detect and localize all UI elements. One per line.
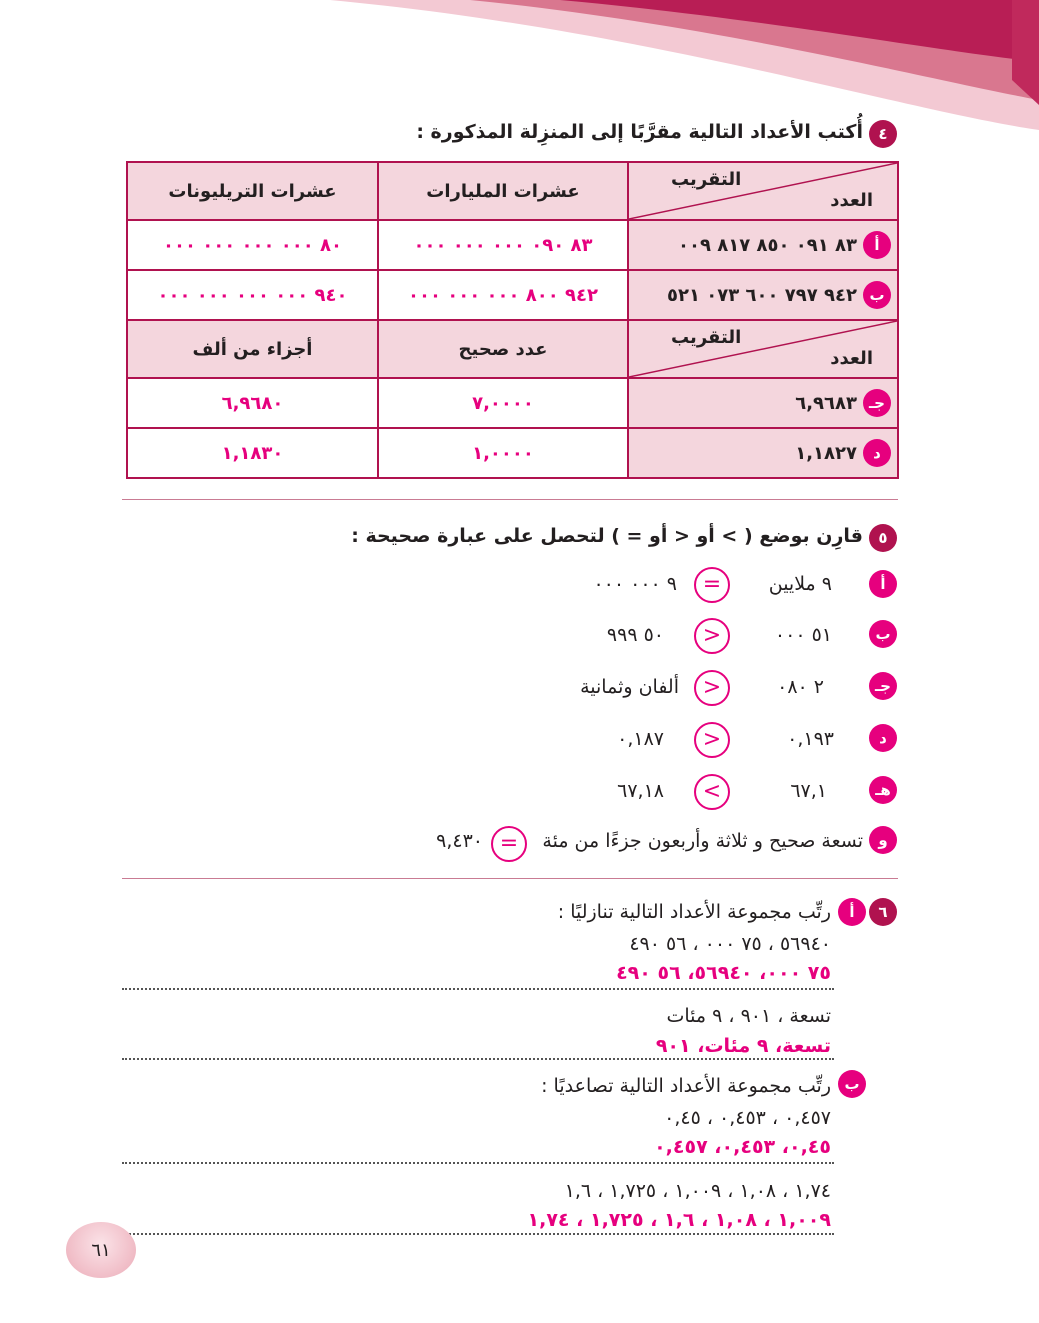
answer-cell: ٨٣ ٠٩٠ ٠٠٠ ٠٠٠ ٠٠٠	[378, 220, 628, 270]
row-number: ٨٣ ٠٩١ ٨٥٠ ٨١٧ ٠٠٩	[678, 234, 857, 256]
part-b-badge: ب	[838, 1070, 866, 1098]
number-set: ١,٧٤ ، ١,٠٨ ، ١,٠٠٩ ، ١,٧٢٥ ، ١,٦	[564, 1180, 831, 1202]
row-letter-badge: أ	[863, 231, 891, 259]
answer-cell: ٩٤٠ ٠٠٠ ٠٠٠ ٠٠٠ ٠٠٠	[127, 270, 378, 320]
number-set: ٠,٤٥٧ ، ٠,٤٥٣ ، ٠,٤٥	[664, 1107, 831, 1129]
answer-line: ٧٥ ٠٠٠، ٥٦٩٤٠، ٥٦ ٤٩٠	[616, 962, 831, 984]
item-letter-badge: أ	[869, 570, 897, 598]
item-letter-badge: جـ	[869, 672, 897, 700]
table-row-label	[628, 378, 898, 428]
question-6-badge: ٦	[869, 898, 897, 926]
answer-line: تسعة، ٩ مئات، ٩٠١	[655, 1035, 831, 1057]
column-header: عشرات التريليونات	[127, 162, 378, 220]
compare-value: ٩,٤٣٠	[436, 830, 483, 852]
corner-number-label: العدد	[830, 190, 873, 211]
column-header: عشرات المليارات	[378, 162, 628, 220]
answer-underline	[122, 1233, 834, 1235]
compare-left-value: ٩ ٠٠٠ ٠٠٠	[593, 573, 677, 595]
column-header: عدد صحيح	[378, 320, 628, 378]
item-letter-badge: و	[869, 826, 897, 854]
table-row-label	[628, 220, 898, 270]
item-letter-badge: هـ	[869, 776, 897, 804]
part-a-badge: أ	[838, 898, 866, 926]
answer-underline	[122, 1162, 834, 1164]
page-number: ٦١	[66, 1222, 136, 1278]
part-a-title: رتِّب مجموعة الأعداد التالية تنازليًا :	[557, 901, 831, 923]
compare-operator: >	[694, 722, 730, 758]
number-set: ٥٦٩٤٠ ، ٧٥ ٠٠٠ ، ٥٦ ٤٩٠	[629, 933, 831, 955]
section-divider	[122, 499, 898, 500]
item-letter-badge: ب	[869, 620, 897, 648]
answer-cell: ٦,٩٦٨٠	[127, 378, 378, 428]
answer-underline	[122, 1058, 834, 1060]
column-header: أجزاء من ألف	[127, 320, 378, 378]
compare-operator: =	[491, 826, 527, 862]
compare-left-value: ألفان وثمانية	[580, 676, 679, 698]
table-row-label	[628, 270, 898, 320]
row-number: ٩٤٢ ٧٩٧ ٦٠٠ ٠٧٣ ٥٢١	[667, 284, 857, 306]
question-4-title: أُكتب الأعداد التالية مقرَّبًا إلى المنزِلة المذكورة :	[416, 121, 863, 143]
compare-left-value: ٦٧,١٨	[617, 780, 664, 802]
compare-right-value: ٩ ملايين	[768, 573, 832, 595]
answer-underline	[122, 988, 834, 990]
compare-right-value: ٠,١٩٣	[787, 728, 834, 750]
compare-right-value: ٢ ٠٨٠	[777, 676, 824, 698]
answer-line: ٠,٤٥، ٠,٤٥٣، ٠,٤٥٧	[654, 1136, 831, 1158]
question-5-badge: ٥	[869, 524, 897, 552]
compare-right-value: ٥١ ٠٠٠	[774, 624, 832, 646]
compare-left-value: ٠,١٨٧	[617, 728, 664, 750]
table-row-label	[628, 428, 898, 478]
row-letter-badge: د	[863, 439, 891, 467]
compare-statement: تسعة صحيح و ثلاثة وأربعون جزءًا من مئة	[542, 830, 863, 852]
table-corner-header-1	[628, 162, 898, 220]
answer-line: ١,٠٠٩ ، ١,٠٨ ، ١,٦ ، ١,٧٢٥ ، ١,٧٤	[527, 1209, 831, 1231]
question-4-badge: ٤	[869, 120, 897, 148]
corner-number-label: العدد	[830, 348, 873, 369]
answer-cell: ١,١٨٣٠	[127, 428, 378, 478]
row-number: ١,١٨٢٧	[795, 442, 857, 464]
compare-operator: >	[694, 670, 730, 706]
answer-cell: ٧,٠٠٠٠	[378, 378, 628, 428]
item-letter-badge: د	[869, 724, 897, 752]
answer-cell: ٨٠ ٠٠٠ ٠٠٠ ٠٠٠ ٠٠٠	[127, 220, 378, 270]
number-set: تسعة ، ٩٠١ ، ٩ مئات	[666, 1005, 831, 1027]
row-letter-badge: جـ	[863, 389, 891, 417]
corner-rounding-label: التقريب	[671, 169, 742, 190]
row-number: ٦,٩٦٨٣	[795, 392, 857, 414]
compare-operator: =	[694, 567, 730, 603]
row-letter-badge: ب	[863, 281, 891, 309]
compare-right-value: ٦٧,١	[790, 780, 827, 802]
compare-operator: >	[694, 618, 730, 654]
compare-left-value: ٥٠ ٩٩٩	[606, 624, 664, 646]
rounding-table	[126, 161, 899, 479]
section-divider	[122, 878, 898, 879]
header-banner	[0, 0, 1039, 140]
compare-operator: <	[694, 774, 730, 810]
answer-cell: ٩٤٢ ٨٠٠ ٠٠٠ ٠٠٠ ٠٠٠	[378, 270, 628, 320]
corner-rounding-label: التقريب	[671, 327, 742, 348]
table-corner-header-2	[628, 320, 898, 378]
answer-cell: ١,٠٠٠٠	[378, 428, 628, 478]
question-5-title: قارِن بوضع ( > أو < أو = ) لتحصل على عبارة صحيحة :	[351, 525, 863, 547]
part-b-title: رتِّب مجموعة الأعداد التالية تصاعديًا :	[541, 1075, 831, 1097]
